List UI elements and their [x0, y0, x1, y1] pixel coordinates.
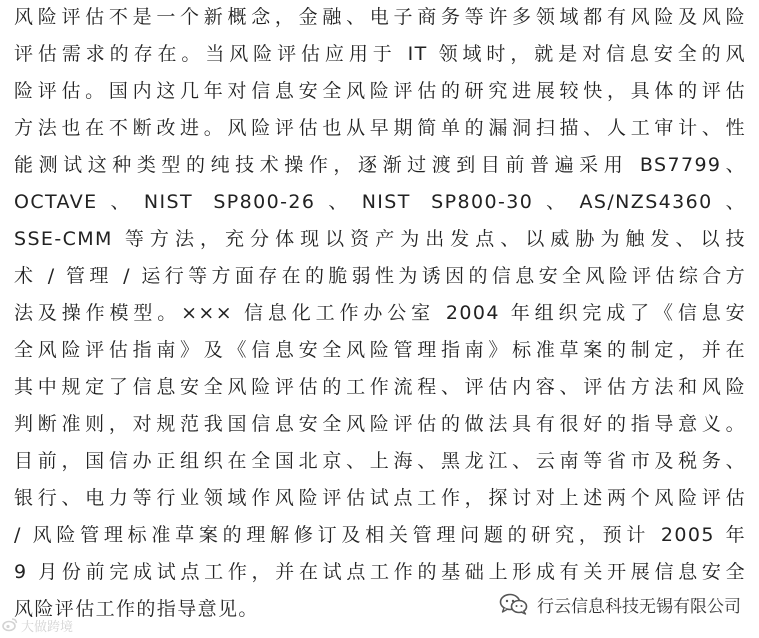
paragraph-line: SSE-CMM 等方法，充分体现以资产为出发点、以威胁为触发、以技: [14, 228, 746, 250]
paragraph-line: 方法也在不断改进。风险评估也从早期简单的漏洞扫描、人工审计、性: [14, 117, 746, 139]
account-name: 行云信息科技无锡有限公司: [537, 596, 741, 617]
paragraph-line: / 风险管理标准草案的理解修订及相关管理问题的研究，预计 2005 年: [14, 524, 746, 546]
paragraph-line: 全风险评估指南》及《信息安全风险管理指南》标准草案的制定，并在: [14, 339, 746, 361]
paragraph-line: 判断准则，对规范我国信息安全风险评估的做法具有很好的指导意义。: [14, 413, 746, 435]
watermark-text: 大做跨境: [21, 619, 74, 635]
watermark: [2, 614, 73, 636]
paragraph-line: 法及操作模型。××× 信息化工作办公室 2004 年组织完成了《信息安: [14, 302, 746, 324]
paragraph-line: 目前，国信办正组织在全国北京、上海、黑龙江、云南等省市及税务、: [14, 450, 746, 472]
paragraph-line: 银行、电力等行业领域作风险评估试点工作，探讨对上述两个风险评估: [14, 487, 746, 509]
paragraph-line: 风险评估工作的指导意见。: [14, 598, 259, 620]
paragraph-line: OCTAVE、NIST SP800-26、NIST SP800-30、AS/NZS4360、: [14, 191, 746, 213]
paragraph-line: 9 月份前完成试点工作，并在试点工作的基础上形成有关开展信息安全: [14, 561, 746, 583]
paragraph-line: 评估需求的存在。当风险评估应用于 IT 领域时，就是对信息安全的风: [14, 43, 746, 65]
paragraph-line: 险评估。国内这几年对信息安全风险评估的研究进展较快，具体的评估: [14, 80, 746, 102]
account-tag: [499, 590, 741, 618]
paragraph-line: 风险评估不是一个新概念，金融、电子商务等许多领域都有风险及风险: [14, 6, 746, 28]
paragraph-line: 术 / 管理 / 运行等方面存在的脆弱性为诱因的信息安全风险评估综合方: [14, 265, 746, 287]
wechat-icon: [499, 593, 529, 615]
paragraph-line: 能测试这种类型的纯技术操作，逐渐过渡到目前普遍采用 BS7799、: [14, 154, 746, 176]
paragraph-line: 其中规定了信息安全风险评估的工作流程、评估内容、评估方法和风险: [14, 376, 746, 398]
weibo-style-icon: [2, 617, 18, 633]
